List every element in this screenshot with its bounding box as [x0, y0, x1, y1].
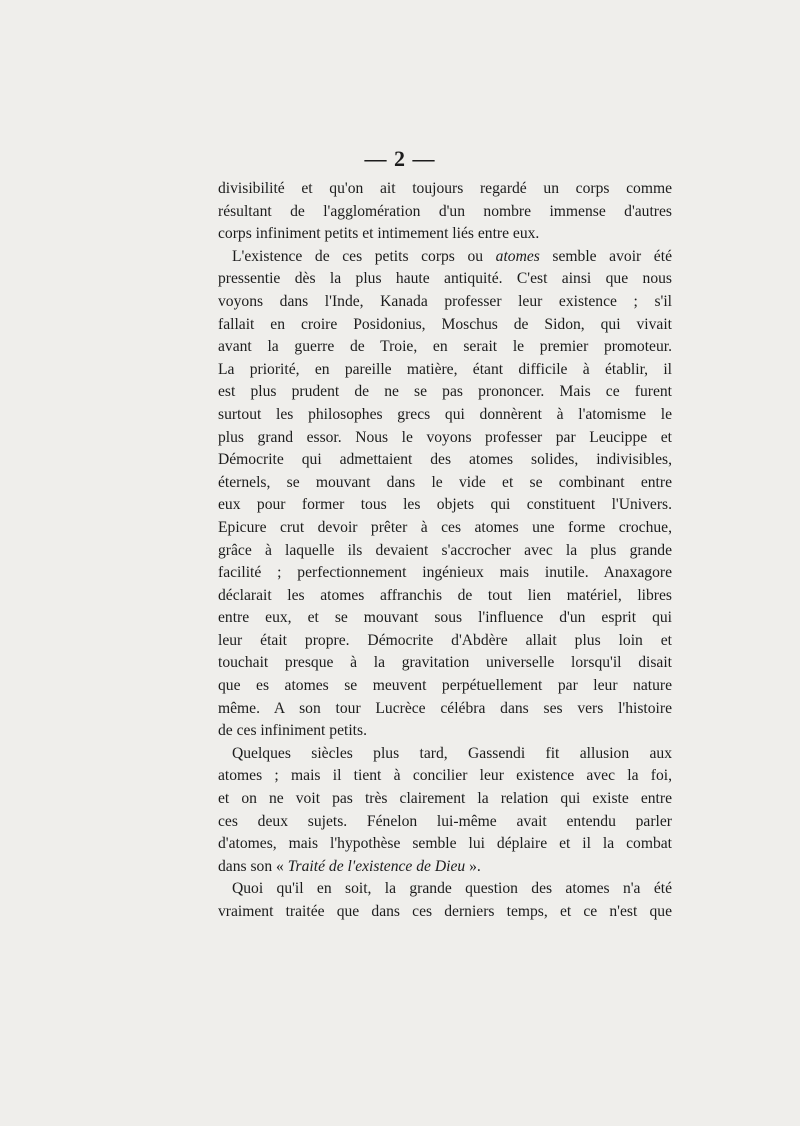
page-number: — 2 —	[364, 146, 436, 171]
text-line: d'atomes, mais l'hypothèse semble lui déplaire et il la combat	[218, 835, 672, 853]
text-line: facilité ; perfectionnement ingénieux mais inutile. Anaxagore	[218, 564, 672, 582]
text-line: même. A son tour Lucrèce célébra dans ses vers l'histoire	[218, 699, 672, 717]
text-line: voyons dans l'Inde, Kanada professer leur existence ; s'il	[218, 292, 672, 310]
text-line: Epicure crut devoir prêter à ces atomes une forme crochue,	[218, 518, 672, 536]
text-line: que es atomes se meuvent perpétuellement par leur nature	[218, 677, 672, 695]
text-line: vraiment traitée que dans ces derniers temps, et ce n'est que	[218, 903, 672, 920]
text-line: touchait presque à la gravitation universelle lorsqu'il disait	[218, 654, 672, 672]
text-line: éternels, se mouvant dans le vide et se combinant entre	[218, 473, 672, 491]
text-line: déclarait les atomes affranchis de tout lien matériel, libres	[218, 586, 672, 604]
text-line: eux pour former tous les objets qui constituent l'Univers.	[218, 496, 672, 514]
text-line: pressentie dès la plus haute antiquité. C'est ainsi que nous	[218, 270, 672, 288]
text-line: surtout les philosophes grecs qui donnèrent à l'atomisme le	[218, 405, 672, 423]
text-line: de ces infiniment petits.	[218, 722, 367, 740]
text-line: résultant de l'agglomération d'un nombre immense d'autres	[218, 202, 672, 220]
text-line: leur était propre. Démocrite d'Abdère allait plus loin et	[218, 631, 672, 649]
text-line: ces deux sujets. Fénelon lui-même avait entendu parler	[218, 812, 672, 830]
italic-text: Traité de l'existence de Dieu	[287, 857, 466, 875]
italic-text: atomes	[495, 247, 540, 265]
text-line: La priorité, en pareille matière, étant difficile à établir, il	[218, 360, 672, 378]
text-line	[218, 246, 672, 269]
text-line: divisibilité et qu'on ait toujours regardé un corps comme	[218, 180, 672, 197]
text-line: fallait en croire Posidonius, Moschus de Sidon, qui vivait	[218, 315, 672, 333]
text-segment: ».	[465, 857, 481, 875]
text-line: atomes ; mais il tient à concilier leur existence avec la foi,	[218, 767, 672, 785]
text-line: grâce à laquelle ils devaient s'accrocher avec la plus grande	[218, 541, 672, 559]
text-line: Démocrite qui admettaient des atomes solides, indivisibles,	[218, 451, 672, 469]
text-segment: semble avoir été	[539, 247, 672, 265]
text-line: et on ne voit pas très clairement la relation qui existe entre	[218, 790, 672, 808]
text-line: corps infiniment petits et intimement liés entre eux.	[218, 225, 540, 243]
text-line: Quoi qu'il en soit, la grande question des atomes n'a été	[232, 880, 672, 898]
text-line	[218, 856, 672, 879]
text-segment: L'existence de ces petits corps ou	[232, 247, 496, 265]
text-line: entre eux, et se mouvant sous l'influence d'un esprit qui	[218, 609, 672, 627]
text-line: est plus prudent de ne se pas prononcer. Mais ce furent	[218, 383, 672, 401]
text-segment: dans son «	[218, 857, 288, 875]
text-line: plus grand essor. Nous le voyons professer par Leucippe et	[218, 428, 672, 446]
body-text	[218, 178, 672, 924]
text-line: Quelques siècles plus tard, Gassendi fit allusion aux	[232, 744, 672, 762]
text-line: avant la guerre de Troie, en serait le premier promoteur.	[218, 338, 672, 356]
